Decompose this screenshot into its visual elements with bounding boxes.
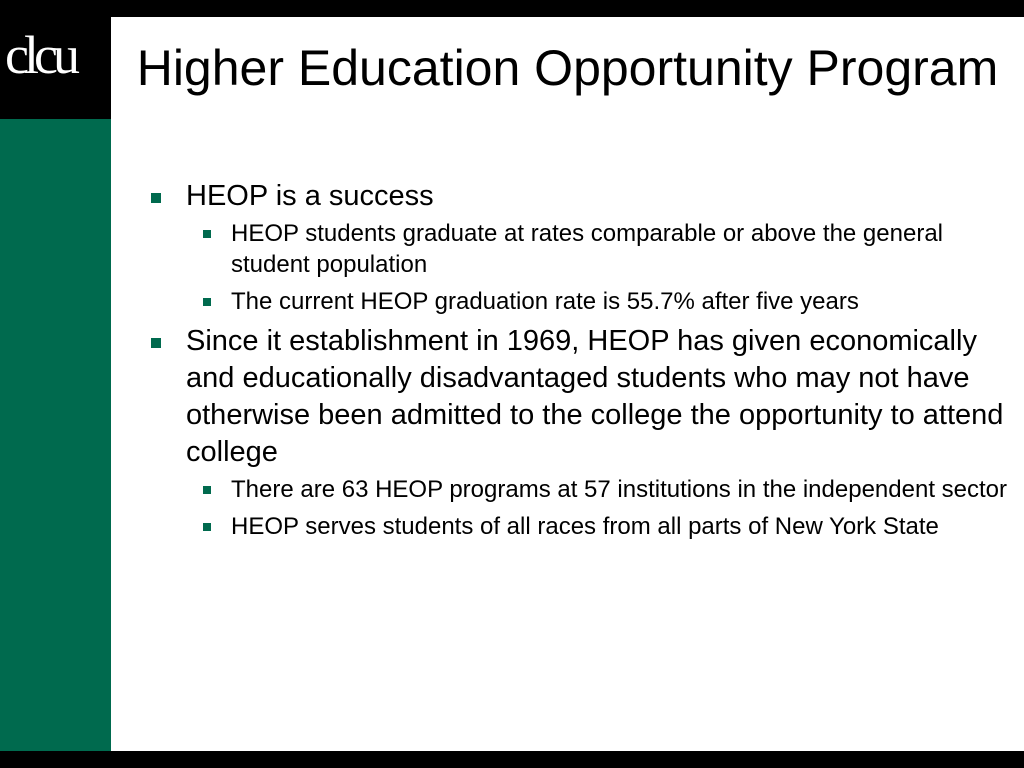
sub-bullet-text: The current HEOP graduation rate is 55.7% after five years [231,288,859,315]
logo [0,0,111,119]
sub-bullet-item [186,286,1017,317]
sub-bullet-item [186,511,1017,542]
slide-title: Higher Education Opportunity Program [136,40,999,96]
bullet-text: HEOP is a success [186,180,434,212]
bullet-square-icon [151,338,161,348]
sub-bullet-list [186,218,1017,317]
sub-bullet-square-icon [203,298,211,306]
side-accent-band [0,119,111,751]
sub-bullet-text: HEOP students graduate at rates comparable or above the general student population [231,220,943,278]
sub-bullet-list [186,474,1017,542]
sub-bullet-square-icon [203,486,211,494]
bullet-text: Since it establishment in 1969, HEOP has given economically and educationally disadvantaged students who may not have otherwise been admitted to the college the opportunity to attend college [186,325,1004,468]
sub-bullet-item [186,474,1017,505]
sub-bullet-text: There are 63 HEOP programs at 57 institutions in the independent sector [231,476,1008,503]
sub-bullet-item [186,218,1017,280]
bullet-list [147,178,1017,548]
sub-bullet-text: HEOP serves students of all races from all parts of New York State [231,513,939,540]
sub-bullet-square-icon [203,523,211,531]
bullet-item [147,178,1017,317]
sub-bullet-square-icon [203,230,211,238]
bullet-square-icon [151,193,161,203]
top-frame-bar [0,0,1024,17]
slide-content [111,17,1024,751]
logo-text: clcu [5,25,75,85]
bottom-frame-bar [0,751,1024,768]
bullet-item [147,323,1017,542]
